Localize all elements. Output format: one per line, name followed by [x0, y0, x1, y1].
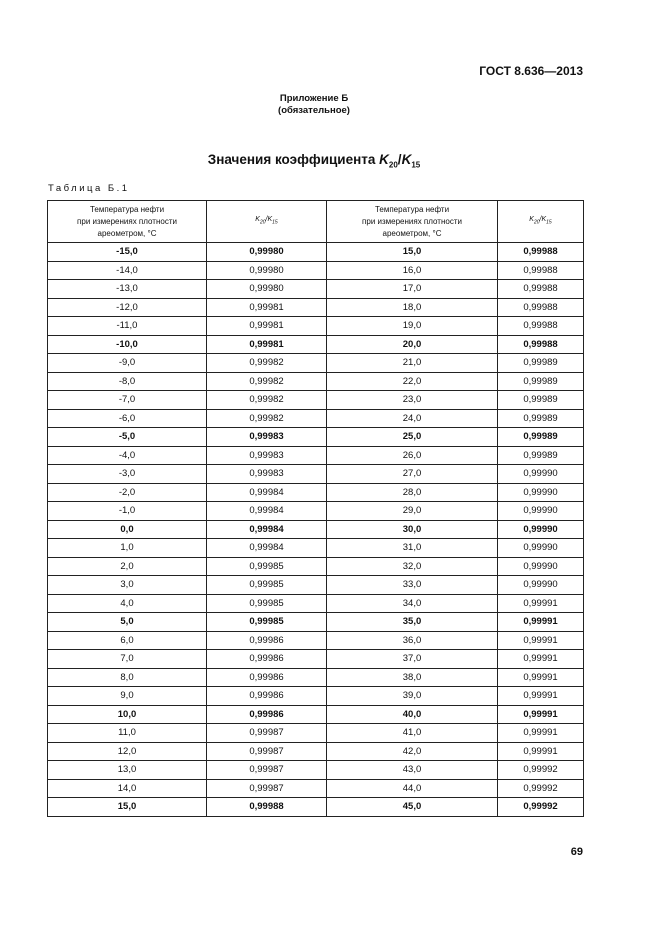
document-title	[0, 152, 628, 170]
table-row	[48, 280, 584, 299]
temp-right-cell: 42,0	[327, 742, 498, 761]
coef-right-cell: 0,99991	[498, 687, 584, 706]
temp-right-cell: 22,0	[327, 372, 498, 391]
appendix-heading	[0, 93, 628, 117]
table-row	[48, 446, 584, 465]
temp-right-cell: 43,0	[327, 761, 498, 780]
coef-left-cell: 0,99984	[207, 502, 327, 521]
coef-right-cell: 0,99990	[498, 557, 584, 576]
temp-left-cell: 1,0	[48, 539, 207, 558]
coef-left-cell: 0,99985	[207, 557, 327, 576]
temp-right-cell: 44,0	[327, 779, 498, 798]
coef-right-cell: 0,99992	[498, 761, 584, 780]
coef-right-cell: 0,99988	[498, 317, 584, 336]
coef-left-cell: 0,99983	[207, 428, 327, 447]
temp-right-cell: 23,0	[327, 391, 498, 410]
header-temp-line: при измерениях плотности	[77, 216, 177, 226]
table-row	[48, 298, 584, 317]
header-temp-line: Температура нефти	[89, 204, 165, 214]
temp-left-cell: 3,0	[48, 576, 207, 595]
coef-left-cell: 0,99983	[207, 446, 327, 465]
coef-left-cell: 0,99984	[207, 483, 327, 502]
coef-left-cell: 0,99986	[207, 668, 327, 687]
coef-left-cell: 0,99986	[207, 650, 327, 669]
temp-left-cell: 2,0	[48, 557, 207, 576]
temp-left-cell: 8,0	[48, 668, 207, 687]
coef-left-cell: 0,99981	[207, 298, 327, 317]
temp-left-cell: -11,0	[48, 317, 207, 336]
temp-left-cell: 12,0	[48, 742, 207, 761]
temp-right-cell: 18,0	[327, 298, 498, 317]
temp-left-cell: -3,0	[48, 465, 207, 484]
coef-right-cell: 0,99991	[498, 668, 584, 687]
temp-right-cell: 34,0	[327, 594, 498, 613]
header-temp-left	[48, 201, 207, 243]
coef-right-cell: 0,99991	[498, 650, 584, 669]
temp-left-cell: 11,0	[48, 724, 207, 743]
temp-right-cell: 31,0	[327, 539, 498, 558]
table-row	[48, 779, 584, 798]
table-row	[48, 428, 584, 447]
temp-left-cell: 15,0	[48, 798, 207, 817]
table-row	[48, 761, 584, 780]
coef-left-cell: 0,99988	[207, 798, 327, 817]
header-coef-s1: 20	[259, 219, 266, 226]
coef-right-cell: 0,99991	[498, 705, 584, 724]
temp-left-cell: -10,0	[48, 335, 207, 354]
table-row	[48, 613, 584, 632]
title-sub1: 20	[388, 160, 398, 170]
header-coef-left	[207, 201, 327, 243]
coef-left-cell: 0,99984	[207, 520, 327, 539]
temp-left-cell: -15,0	[48, 243, 207, 262]
header-coef-s2: 15	[272, 219, 278, 226]
coef-right-cell: 0,99992	[498, 779, 584, 798]
header-coef-slash: /	[265, 216, 268, 224]
table-row	[48, 668, 584, 687]
table-row	[48, 409, 584, 428]
temp-right-cell: 28,0	[327, 483, 498, 502]
coef-right-cell: 0,99989	[498, 391, 584, 410]
temp-right-cell: 33,0	[327, 576, 498, 595]
header-coef-k2: K	[267, 216, 273, 224]
temp-left-cell: -5,0	[48, 428, 207, 447]
coef-left-cell: 0,99985	[207, 594, 327, 613]
coef-right-cell: 0,99990	[498, 465, 584, 484]
header-coef-s2: 15	[546, 219, 552, 226]
table-row	[48, 465, 584, 484]
coef-left-cell: 0,99980	[207, 280, 327, 299]
coef-right-cell: 0,99990	[498, 483, 584, 502]
coef-right-cell: 0,99990	[498, 502, 584, 521]
coef-right-cell: 0,99989	[498, 409, 584, 428]
coef-left-cell: 0,99986	[207, 705, 327, 724]
temp-right-cell: 21,0	[327, 354, 498, 373]
temp-right-cell: 38,0	[327, 668, 498, 687]
temp-left-cell: 13,0	[48, 761, 207, 780]
coef-right-cell: 0,99988	[498, 261, 584, 280]
temp-left-cell: -6,0	[48, 409, 207, 428]
temp-left-cell: -12,0	[48, 298, 207, 317]
temp-right-cell: 37,0	[327, 650, 498, 669]
temp-left-cell: 7,0	[48, 650, 207, 669]
coef-left-cell: 0,99987	[207, 724, 327, 743]
table-row	[48, 243, 584, 262]
table-row	[48, 372, 584, 391]
temp-left-cell: -8,0	[48, 372, 207, 391]
header-temp-line: при измерениях плотности	[362, 216, 462, 226]
header-coef-k1: K	[255, 216, 260, 224]
header-coef-k1: K	[529, 216, 534, 224]
temp-left-cell: 5,0	[48, 613, 207, 632]
coef-right-cell: 0,99989	[498, 372, 584, 391]
coef-left-cell: 0,99980	[207, 261, 327, 280]
coef-right-cell: 0,99989	[498, 354, 584, 373]
title-k2: K	[401, 152, 412, 167]
coef-right-cell: 0,99990	[498, 576, 584, 595]
header-temp-right	[327, 201, 498, 243]
table-row	[48, 576, 584, 595]
coef-left-cell: 0,99987	[207, 742, 327, 761]
table-row	[48, 520, 584, 539]
temp-right-cell: 17,0	[327, 280, 498, 299]
title-sub2: 15	[411, 160, 421, 170]
coef-left-cell: 0,99984	[207, 539, 327, 558]
temp-right-cell: 39,0	[327, 687, 498, 706]
coef-left-cell: 0,99985	[207, 613, 327, 632]
temp-left-cell: -9,0	[48, 354, 207, 373]
coef-left-cell: 0,99987	[207, 779, 327, 798]
header-coef-k2: K	[541, 216, 547, 224]
coef-right-cell: 0,99988	[498, 243, 584, 262]
temp-right-cell: 25,0	[327, 428, 498, 447]
temp-right-cell: 19,0	[327, 317, 498, 336]
appendix-subtitle: (обязательное)	[278, 105, 350, 116]
temp-left-cell: 4,0	[48, 594, 207, 613]
table-row	[48, 705, 584, 724]
temp-left-cell: -13,0	[48, 280, 207, 299]
temp-left-cell: 6,0	[48, 631, 207, 650]
table-row	[48, 335, 584, 354]
header-coef-s1: 20	[533, 219, 540, 226]
temp-left-cell: -1,0	[48, 502, 207, 521]
table-row	[48, 317, 584, 336]
coef-right-cell: 0,99990	[498, 520, 584, 539]
temp-right-cell: 35,0	[327, 613, 498, 632]
title-k1: K	[379, 152, 389, 167]
temp-left-cell: -2,0	[48, 483, 207, 502]
temp-right-cell: 16,0	[327, 261, 498, 280]
temp-right-cell: 41,0	[327, 724, 498, 743]
temp-left-cell: 0,0	[48, 520, 207, 539]
temp-right-cell: 27,0	[327, 465, 498, 484]
temp-right-cell: 15,0	[327, 243, 498, 262]
coef-right-cell: 0,99991	[498, 613, 584, 632]
title-slash: /	[397, 152, 402, 167]
coef-right-cell: 0,99992	[498, 798, 584, 817]
coef-left-cell: 0,99983	[207, 465, 327, 484]
header-temp-line: ареометром, °С	[382, 228, 442, 238]
coef-right-cell: 0,99989	[498, 428, 584, 447]
temp-right-cell: 40,0	[327, 705, 498, 724]
title-text: Значения коэффициента	[207, 152, 380, 167]
coef-right-cell: 0,99988	[498, 280, 584, 299]
header-coef-slash: /	[539, 216, 542, 224]
coef-right-cell: 0,99988	[498, 298, 584, 317]
header-temp-line: ареометром, °С	[97, 228, 157, 238]
coef-left-cell: 0,99985	[207, 576, 327, 595]
temp-left-cell: -14,0	[48, 261, 207, 280]
table-row	[48, 539, 584, 558]
temp-right-cell: 45,0	[327, 798, 498, 817]
appendix-title: Приложение Б	[279, 93, 349, 104]
coef-right-cell: 0,99989	[498, 446, 584, 465]
standard-number: ГОСТ 8.636—2013	[479, 64, 583, 78]
coefficient-table	[47, 200, 584, 817]
table-row	[48, 742, 584, 761]
page-number: 69	[570, 846, 583, 858]
coef-left-cell: 0,99981	[207, 317, 327, 336]
table-row	[48, 687, 584, 706]
temp-right-cell: 24,0	[327, 409, 498, 428]
temp-left-cell: 10,0	[48, 705, 207, 724]
temp-right-cell: 30,0	[327, 520, 498, 539]
table-row	[48, 354, 584, 373]
header-coef-right	[498, 201, 584, 243]
table-body	[48, 243, 584, 817]
temp-left-cell: -4,0	[48, 446, 207, 465]
table-row	[48, 798, 584, 817]
table-row	[48, 483, 584, 502]
coef-left-cell: 0,99982	[207, 409, 327, 428]
coef-left-cell: 0,99986	[207, 687, 327, 706]
coef-right-cell: 0,99991	[498, 631, 584, 650]
table-caption: Таблица Б.1	[48, 183, 130, 194]
coef-right-cell: 0,99990	[498, 539, 584, 558]
table-header-row	[48, 201, 584, 243]
table-row	[48, 391, 584, 410]
table-row	[48, 631, 584, 650]
table-row	[48, 261, 584, 280]
temp-right-cell: 20,0	[327, 335, 498, 354]
coef-left-cell: 0,99982	[207, 391, 327, 410]
coef-left-cell: 0,99987	[207, 761, 327, 780]
coef-left-cell: 0,99981	[207, 335, 327, 354]
temp-right-cell: 29,0	[327, 502, 498, 521]
temp-right-cell: 32,0	[327, 557, 498, 576]
coef-right-cell: 0,99991	[498, 594, 584, 613]
temp-left-cell: -7,0	[48, 391, 207, 410]
coef-left-cell: 0,99982	[207, 354, 327, 373]
header-temp-line: Температура нефти	[374, 204, 450, 214]
temp-left-cell: 14,0	[48, 779, 207, 798]
temp-right-cell: 36,0	[327, 631, 498, 650]
table-row	[48, 594, 584, 613]
coef-right-cell: 0,99988	[498, 335, 584, 354]
coef-left-cell: 0,99980	[207, 243, 327, 262]
coef-left-cell: 0,99982	[207, 372, 327, 391]
temp-left-cell: 9,0	[48, 687, 207, 706]
table-row	[48, 502, 584, 521]
table-row	[48, 557, 584, 576]
coef-right-cell: 0,99991	[498, 742, 584, 761]
table-row	[48, 724, 584, 743]
temp-right-cell: 26,0	[327, 446, 498, 465]
coef-right-cell: 0,99991	[498, 724, 584, 743]
coef-left-cell: 0,99986	[207, 631, 327, 650]
table-row	[48, 650, 584, 669]
